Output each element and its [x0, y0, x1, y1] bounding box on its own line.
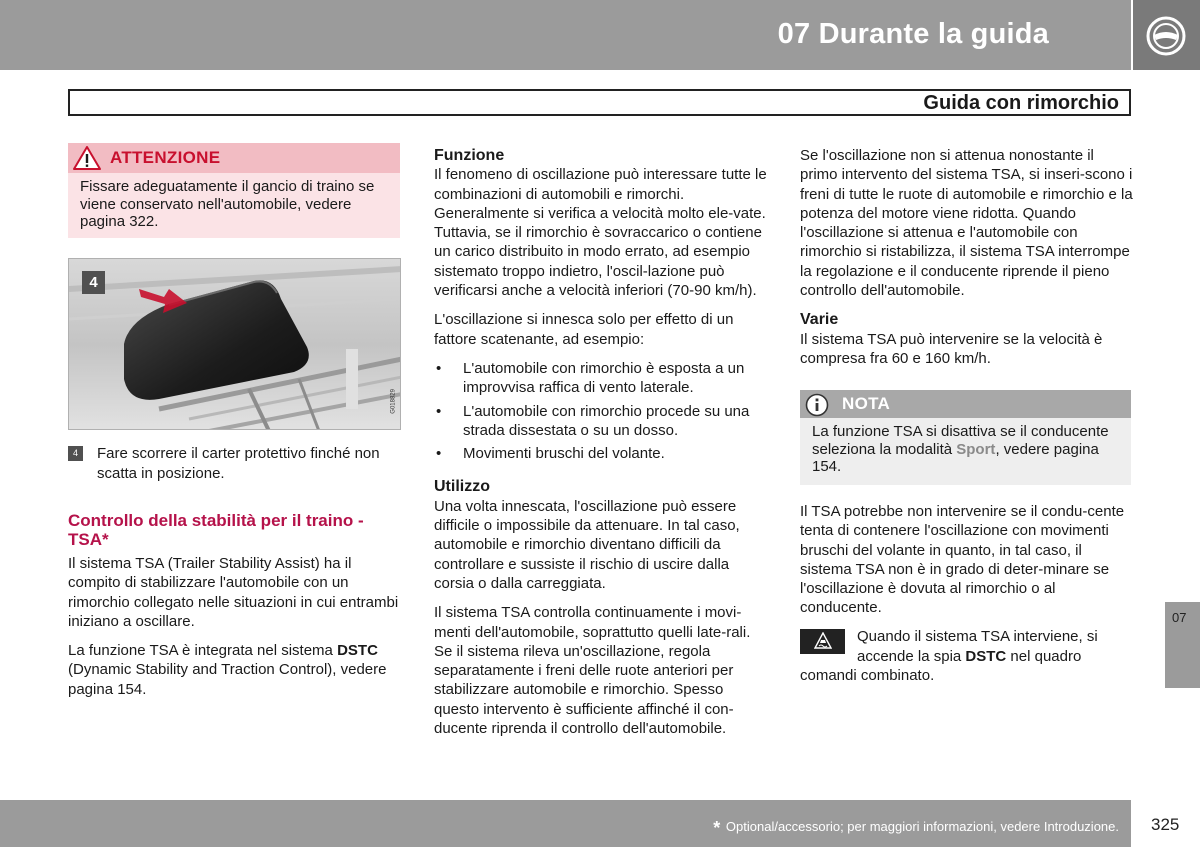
tsa-section-heading: Controllo della stabilità per il traino - TSA*	[68, 511, 364, 549]
indicator-text	[800, 627, 1131, 666]
warning-label: ATTENZIONE	[110, 148, 221, 167]
left-column-text	[68, 554, 403, 709]
photo-step-badge: 4	[82, 271, 105, 294]
footer-note-text: Optional/accessorio; per maggiori informazioni, vedere Introduzione.	[725, 819, 1119, 834]
nota-text-b: , vedere pagina 154.	[812, 440, 1099, 475]
nota-box	[800, 390, 1131, 485]
reduction-paragraph: Se l'oscillazione non si attenua nonostante il primo intervento del sistema TSA, si inseri-scono i freni di tutte le ruote di automobile e rimorchio e la potenza del motore viene ridotta. Quando l'oscillazione si attenua e l'automobile con rimorchio si ristabilizza, il sistema TSA interrompe la regolazione e il conducente riprende il pieno controllo dell'automobile.	[800, 147, 1133, 300]
chapter-tab	[1165, 602, 1200, 688]
warning-header	[68, 143, 400, 173]
dstc-text-b: (Dynamic Stability and Traction Control), vedere pagina 154.	[68, 661, 387, 698]
dstc-warning-lamp	[800, 629, 845, 654]
list-item	[434, 402, 770, 441]
photo-code: G018829	[391, 389, 397, 414]
caption-text: Fare scorrere il carter protettivo finché non scatta in posizione.	[97, 445, 380, 482]
nota-header	[800, 390, 1131, 418]
footer-band	[0, 800, 1131, 847]
varie-paragraph: Il sistema TSA può intervenire se la velocità è compresa fra 60 e 160 km/h.	[800, 330, 1103, 367]
footer-note	[713, 818, 1119, 839]
dstc-text-a: La funzione TSA è integrata nel sistema	[68, 642, 338, 660]
header-band	[0, 0, 1131, 70]
dstc-bold: DSTC	[337, 642, 378, 660]
chapter-tab-label: 07	[1172, 610, 1187, 625]
indicator-text-b: nel quadro	[1006, 647, 1082, 665]
middle-column	[434, 146, 770, 748]
funzione-heading: Funzione	[434, 147, 505, 164]
skid-car-icon	[814, 632, 832, 650]
page-number: 325	[1151, 815, 1180, 834]
section-title: Guida con rimorchio	[923, 92, 1119, 114]
bullet-dot: •	[436, 402, 442, 420]
limitation-paragraph: Il TSA potrebbe non intervenire se il condu-cente tenta di contenere l'oscillazione con movimenti bruschi del volante in quanto, in tal caso, il sistema TSA non è in grado di deter-minare se l'oscillazione è dovuta al rimorchio o al conducente.	[800, 503, 1125, 617]
chapter-icon-box	[1133, 0, 1200, 70]
photo-illustration	[69, 259, 401, 430]
footer-star: *	[713, 818, 721, 838]
list-item-text: Movimenti bruschi del volante.	[463, 445, 665, 463]
list-item-text: L'automobile con rimorchio è esposta a un improvvisa raffica di vento laterale.	[463, 359, 745, 397]
right-column-bottom	[800, 502, 1133, 628]
nota-text-a: La funzione TSA si disattiva se il conducente seleziona la modalità	[812, 423, 1109, 458]
varie-heading: Varie	[800, 311, 839, 329]
funzione-paragraph: Il fenomeno di oscillazione può interessare tutte le combinazioni di automobili e rimorchi. Generalmente si verifica a velocità molto ele-vate. Tuttavia, se il rimorchio è sovraccarico o contiene un carico distribuito in modo errato, ad esempio sistemato troppo indietro, l'oscil-lazione può verificarsi anche a velocità inferiori (70-90 km/h).	[434, 166, 767, 300]
warning-text: Fissare adeguatamente il gancio di traino se viene conservato nell'automobile, vedere pagina 322.	[80, 178, 375, 230]
nota-label: NOTA	[842, 394, 891, 413]
utilizzo-paragraph: Una volta innescata, l'oscillazione può essere difficile o impossibile da attenuare. In tal caso, automobile e rimorchio diventano difficili da controllare e sussiste il rischio di uscire dalla corsia o dalla carreggiata.	[434, 497, 740, 592]
indicator-dstc-bold: DSTC	[965, 647, 1007, 665]
list-item-text: L'automobile con rimorchio procede su una strada dissestata o su un dosso.	[463, 402, 750, 439]
nota-text	[800, 418, 1131, 476]
tsa-intro-paragraph: Il sistema TSA (Trailer Stability Assist) ha il compito di stabilizzare l'automobile con un rimorchio collegato nelle situazioni in cui entrambi iniziano a oscillare.	[68, 555, 399, 630]
warning-triangle-icon	[72, 145, 102, 171]
trigger-paragraph: L'oscillazione si innesca solo per effetto di un fattore scatenante, ad esempio:	[434, 311, 734, 348]
control-paragraph: Il sistema TSA controlla continuamente i movi-menti dell'automobile, soprattutto quelli late-rali. Se il sistema rileva un'oscillazione, regola separatamente i freni delle ruote anteriori per stabilizzare automobile e rimorchio. Spesso questo intervento è sufficiente affinché il con-ducente riprenda il controllo dell'automobile.	[434, 604, 751, 738]
info-icon	[805, 393, 829, 417]
trigger-list	[434, 359, 770, 463]
section-bar	[68, 89, 1131, 116]
chapter-title: 07 Durante la guida	[777, 18, 1049, 50]
right-column-top	[800, 146, 1133, 378]
photo-caption	[68, 444, 401, 483]
page-number-box	[1131, 800, 1200, 847]
list-item	[434, 444, 770, 463]
bullet-dot: •	[436, 445, 442, 463]
dstc-indicator-note	[800, 627, 1131, 686]
steering-wheel-icon	[1145, 15, 1187, 57]
caption-step-number: 4	[68, 446, 83, 461]
warning-box	[68, 143, 400, 238]
tsa-dstc-paragraph	[68, 641, 403, 699]
utilizzo-heading: Utilizzo	[434, 478, 490, 496]
tow-hook-cover-photo	[68, 258, 401, 430]
list-item	[434, 359, 770, 398]
indicator-text-c: comandi combinato.	[800, 667, 935, 684]
indicator-text-a: Quando il sistema TSA interviene, si accende la spia	[857, 628, 1098, 665]
nota-sport-mode: Sport	[956, 440, 996, 458]
bullet-dot: •	[436, 359, 442, 377]
